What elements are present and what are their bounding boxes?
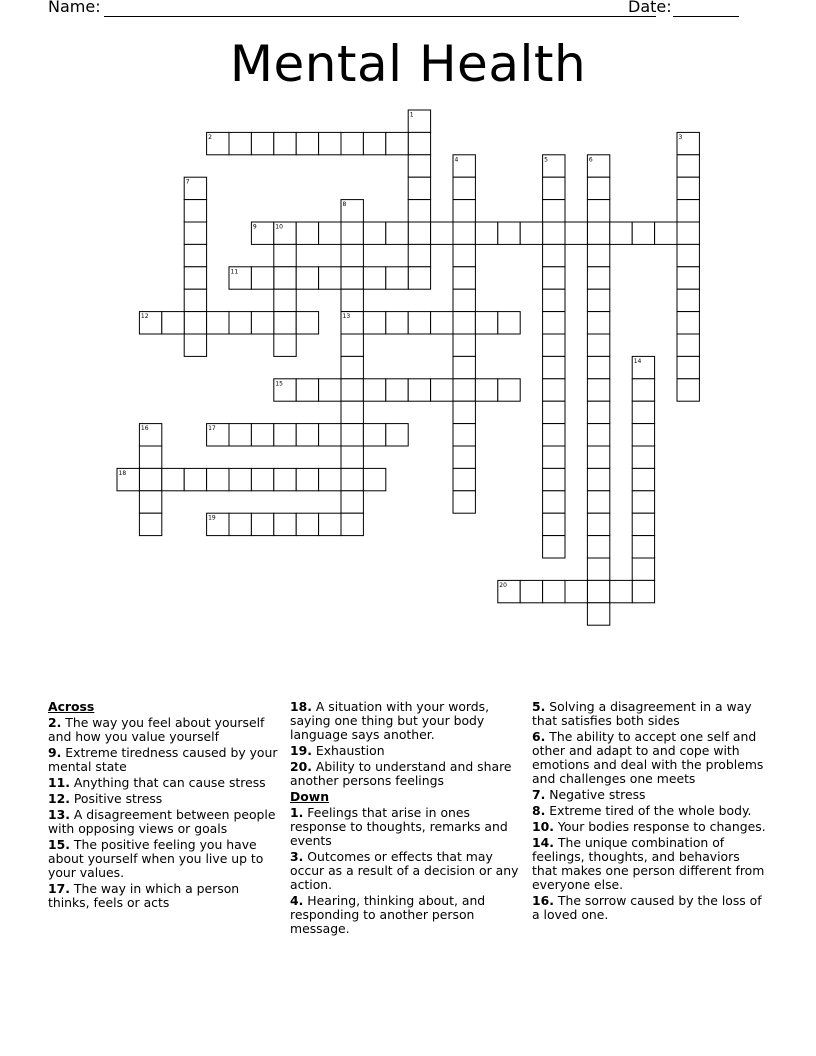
crossword-cell[interactable] (139, 513, 161, 535)
crossword-cell[interactable] (386, 132, 408, 154)
crossword-cell[interactable] (274, 289, 296, 311)
crossword-cell[interactable] (296, 267, 318, 289)
crossword-cell[interactable] (251, 468, 273, 490)
clue-number: 16. (532, 893, 554, 908)
crossword-cell[interactable] (453, 200, 475, 222)
crossword-cell[interactable] (341, 424, 363, 446)
cell-number: 12 (140, 313, 149, 321)
clue-number: 12. (48, 791, 70, 806)
crossword-cell[interactable] (453, 334, 475, 356)
clue-text: The way in which a person thinks, feels or acts (48, 881, 240, 910)
crossword-cell[interactable] (587, 446, 609, 468)
clue-item (290, 806, 524, 848)
clue-item (290, 894, 524, 936)
crossword-cell[interactable] (587, 536, 609, 558)
crossword-cell[interactable] (341, 267, 363, 289)
crossword-cell[interactable] (520, 222, 542, 244)
clue-text: Outcomes or effects that may occur as a result of a decision or any action. (290, 849, 519, 892)
crossword-cell[interactable] (274, 334, 296, 356)
clue-text: A disagreement between people with opposing views or goals (48, 807, 276, 836)
clue-number: 10. (532, 819, 554, 834)
clue-text: Ability to understand and share another persons feelings (290, 759, 512, 788)
crossword-cell[interactable] (632, 379, 654, 401)
crossword-cell[interactable] (453, 401, 475, 423)
crossword-cell[interactable] (677, 222, 699, 244)
clues-column-1 (48, 700, 280, 912)
crossword-cell[interactable] (453, 356, 475, 378)
clue-text: Positive stress (69, 791, 163, 806)
crossword-cell[interactable] (408, 177, 430, 199)
crossword-cell[interactable] (677, 379, 699, 401)
crossword-cell[interactable] (184, 222, 206, 244)
crossword-cell[interactable] (363, 379, 385, 401)
crossword-cell[interactable] (453, 244, 475, 266)
crossword-cell[interactable] (543, 536, 565, 558)
crossword-cell[interactable] (184, 468, 206, 490)
crossword-cell[interactable] (543, 401, 565, 423)
clue-item (48, 882, 280, 910)
crossword-cell[interactable] (543, 468, 565, 490)
crossword-cell[interactable] (453, 379, 475, 401)
cell-number: 14 (633, 357, 642, 365)
crossword-cell[interactable] (341, 334, 363, 356)
crossword-cell[interactable] (498, 312, 520, 334)
crossword-cell[interactable] (543, 267, 565, 289)
clue-item (532, 700, 766, 728)
crossword-cell[interactable] (274, 468, 296, 490)
crossword-cell[interactable] (319, 379, 341, 401)
crossword-cell[interactable] (520, 580, 542, 602)
clue-item (532, 730, 766, 786)
crossword-cell[interactable] (453, 177, 475, 199)
clue-item (48, 776, 280, 790)
cell-number: 18 (118, 469, 127, 477)
crossword-cell[interactable] (587, 244, 609, 266)
crossword-cell[interactable] (296, 132, 318, 154)
crossword-cell[interactable] (632, 401, 654, 423)
crossword-cell[interactable] (655, 222, 677, 244)
crossword-cell[interactable] (251, 132, 273, 154)
clue-item (532, 836, 766, 892)
clue-text: The unique combination of feelings, thoughts, and behaviors that makes one person different from everyone else. (532, 835, 765, 892)
clue-number: 7. (532, 787, 546, 802)
crossword-cell[interactable] (543, 289, 565, 311)
crossword-cell[interactable] (543, 424, 565, 446)
clue-item (532, 820, 766, 834)
clue-item (290, 744, 524, 758)
clue-item (48, 716, 280, 744)
crossword-cell[interactable] (475, 312, 497, 334)
clue-number: 19. (290, 743, 312, 758)
crossword-cell[interactable] (632, 491, 654, 513)
crossword-cell[interactable] (139, 446, 161, 468)
crossword-cell[interactable] (677, 289, 699, 311)
clue-item (48, 838, 280, 880)
crossword-cell[interactable] (543, 379, 565, 401)
cell-number: 11 (230, 268, 239, 276)
clue-text: Solving a disagreement in a way that satisfies both sides (532, 699, 752, 728)
clue-number: 6. (532, 729, 546, 744)
crossword-cell[interactable] (587, 491, 609, 513)
crossword-cell[interactable] (677, 155, 699, 177)
crossword-cell[interactable] (184, 244, 206, 266)
crossword-cell[interactable] (632, 513, 654, 535)
crossword-cell[interactable] (251, 424, 273, 446)
clue-number: 11. (48, 775, 70, 790)
crossword-cell[interactable] (319, 267, 341, 289)
cell-number: 13 (342, 313, 351, 321)
crossword-cell[interactable] (139, 491, 161, 513)
clue-text: Extreme tiredness caused by your mental state (48, 745, 278, 774)
crossword-cell[interactable] (341, 222, 363, 244)
crossword-cell[interactable] (453, 468, 475, 490)
cell-number: 4 (454, 156, 459, 164)
crossword-cell[interactable] (587, 177, 609, 199)
crossword-cell[interactable] (587, 289, 609, 311)
crossword-cell[interactable] (543, 513, 565, 535)
crossword-cell[interactable] (587, 468, 609, 490)
crossword-cell[interactable] (184, 334, 206, 356)
crossword-cell[interactable] (363, 312, 385, 334)
crossword-cell[interactable] (319, 468, 341, 490)
crossword-cell[interactable] (251, 513, 273, 535)
crossword-cell[interactable] (408, 132, 430, 154)
cell-number: 10 (275, 223, 283, 231)
crossword-cell[interactable] (319, 222, 341, 244)
clue-number: 4. (290, 893, 304, 908)
clue-number: 1. (290, 805, 304, 820)
crossword-cell[interactable] (610, 222, 632, 244)
crossword-cell[interactable] (543, 200, 565, 222)
crossword-cell[interactable] (386, 312, 408, 334)
clue-text: The ability to accept one self and other and adapt to and cope with emotions and deal with the problems and challenges one meets (532, 729, 764, 786)
crossword-cell[interactable] (565, 222, 587, 244)
crossword-cell[interactable] (363, 468, 385, 490)
clue-number: 17. (48, 881, 70, 896)
clue-text: Your bodies response to changes. (553, 819, 766, 834)
clue-number: 8. (532, 803, 546, 818)
clue-text: Feelings that arise in ones response to thoughts, remarks and events (290, 805, 508, 848)
crossword-cell[interactable] (408, 200, 430, 222)
cell-number: 2 (208, 133, 212, 141)
crossword-cell[interactable] (632, 468, 654, 490)
crossword-cell[interactable] (274, 513, 296, 535)
crossword-cell[interactable] (677, 244, 699, 266)
crossword-cell[interactable] (386, 424, 408, 446)
date-label: Date: (628, 0, 672, 16)
crossword-cell[interactable] (453, 491, 475, 513)
crossword-cell[interactable] (341, 356, 363, 378)
cell-number: 19 (208, 514, 216, 522)
crossword-cell[interactable] (341, 132, 363, 154)
crossword-cell[interactable] (341, 468, 363, 490)
clue-item (48, 746, 280, 774)
name-label: Name: (48, 0, 101, 16)
cell-number: 7 (185, 178, 190, 186)
crossword-cell[interactable] (431, 222, 453, 244)
crossword-cell[interactable] (229, 513, 251, 535)
crossword-cell[interactable] (498, 222, 520, 244)
crossword-cell[interactable] (274, 244, 296, 266)
crossword-cell[interactable] (475, 379, 497, 401)
crossword-cell[interactable] (632, 446, 654, 468)
crossword-cell[interactable] (453, 424, 475, 446)
crossword-cell[interactable] (296, 424, 318, 446)
crossword-cell[interactable] (587, 558, 609, 580)
crossword-cell[interactable] (587, 267, 609, 289)
clue-item (290, 760, 524, 788)
crossword-cell[interactable] (587, 356, 609, 378)
crossword-cell[interactable] (296, 312, 318, 334)
crossword-cell[interactable] (341, 446, 363, 468)
crossword-cell[interactable] (677, 267, 699, 289)
crossword-cell[interactable] (677, 356, 699, 378)
crossword-cell[interactable] (341, 289, 363, 311)
crossword-cell[interactable] (543, 177, 565, 199)
clue-text: A situation with your words, saying one thing but your body language says another. (290, 699, 490, 742)
crossword-cell[interactable] (431, 379, 453, 401)
crossword-cell[interactable] (677, 312, 699, 334)
cell-number: 16 (140, 425, 149, 433)
crossword-cell[interactable] (319, 424, 341, 446)
crossword-cell[interactable] (319, 132, 341, 154)
crossword-cell[interactable] (587, 334, 609, 356)
down-heading: Down (290, 789, 330, 804)
crossword-cell[interactable] (408, 267, 430, 289)
crossword-cell[interactable] (296, 513, 318, 535)
cell-number: 5 (544, 156, 548, 164)
crossword-cell[interactable] (274, 424, 296, 446)
crossword-cell[interactable] (408, 379, 430, 401)
crossword-cell[interactable] (207, 312, 229, 334)
crossword-cell[interactable] (184, 289, 206, 311)
clue-number: 9. (48, 745, 62, 760)
crossword-cell[interactable] (453, 289, 475, 311)
clue-text: The positive feeling you have about yourself when you live up to your values. (48, 837, 264, 880)
crossword-cell[interactable] (341, 379, 363, 401)
crossword-cell[interactable] (587, 603, 609, 625)
crossword-cell[interactable] (162, 468, 184, 490)
crossword-cell[interactable] (587, 513, 609, 535)
clue-text: Exhaustion (311, 743, 385, 758)
crossword-cell[interactable] (565, 580, 587, 602)
crossword-cell[interactable] (453, 446, 475, 468)
clue-number: 20. (290, 759, 312, 774)
crossword-cell[interactable] (632, 222, 654, 244)
page-title: Mental Health (229, 35, 587, 93)
cell-number: 9 (252, 223, 257, 231)
crossword-cell[interactable] (431, 312, 453, 334)
clue-text: The way you feel about yourself and how you value yourself (48, 715, 265, 744)
crossword-cell[interactable] (296, 468, 318, 490)
crossword-cell[interactable] (296, 379, 318, 401)
crossword-cell[interactable] (587, 312, 609, 334)
crossword-cell[interactable] (184, 200, 206, 222)
crossword-cell[interactable] (587, 200, 609, 222)
crossword-cell[interactable] (274, 132, 296, 154)
crossword-cell[interactable] (408, 244, 430, 266)
crossword-cell[interactable] (363, 132, 385, 154)
crossword-cell[interactable] (184, 267, 206, 289)
crossword-cell[interactable] (453, 267, 475, 289)
crossword-cell[interactable] (296, 222, 318, 244)
clue-number: 15. (48, 837, 70, 852)
crossword-cell[interactable] (543, 222, 565, 244)
crossword-cell[interactable] (543, 491, 565, 513)
crossword-cell[interactable] (251, 267, 273, 289)
crossword-cell[interactable] (610, 580, 632, 602)
cell-number: 20 (499, 581, 507, 589)
crossword-cell[interactable] (363, 222, 385, 244)
crossword-cell[interactable] (229, 424, 251, 446)
crossword-cell[interactable] (363, 424, 385, 446)
clue-number: 13. (48, 807, 70, 822)
crossword-cell[interactable] (543, 312, 565, 334)
crossword-cell[interactable] (632, 424, 654, 446)
crossword-cell[interactable] (251, 312, 273, 334)
crossword-cell[interactable] (587, 379, 609, 401)
crossword-cell[interactable] (319, 513, 341, 535)
crossword-cell[interactable] (632, 558, 654, 580)
crossword-cell[interactable] (587, 401, 609, 423)
crossword-cell[interactable] (207, 468, 229, 490)
crossword-cell[interactable] (229, 132, 251, 154)
crossword-cell[interactable] (363, 267, 385, 289)
crossword-cell[interactable] (229, 312, 251, 334)
crossword-cell[interactable] (543, 334, 565, 356)
crossword-cell[interactable] (632, 580, 654, 602)
clue-number: 3. (290, 849, 304, 864)
crossword-cell[interactable] (386, 267, 408, 289)
crossword-cell[interactable] (543, 244, 565, 266)
cell-number: 15 (275, 380, 283, 388)
clue-number: 18. (290, 699, 312, 714)
clues-column-2 (290, 700, 524, 938)
clue-item (290, 700, 524, 742)
crossword-cell[interactable] (677, 200, 699, 222)
crossword-cell[interactable] (632, 536, 654, 558)
cell-number: 1 (409, 111, 414, 119)
crossword-cell[interactable] (341, 401, 363, 423)
clue-item (532, 788, 766, 802)
cell-number: 6 (588, 156, 593, 164)
clue-item (48, 808, 280, 836)
crossword-cell[interactable] (408, 155, 430, 177)
crossword-cell[interactable] (341, 491, 363, 513)
clue-number: 14. (532, 835, 554, 850)
cell-number: 17 (208, 425, 216, 433)
clue-text: The sorrow caused by the loss of a loved one. (532, 893, 762, 922)
crossword-cell[interactable] (543, 356, 565, 378)
crossword-cell[interactable] (453, 222, 475, 244)
clue-number: 5. (532, 699, 546, 714)
clue-number: 2. (48, 715, 62, 730)
crossword-cell[interactable] (453, 312, 475, 334)
clue-text: Negative stress (545, 787, 646, 802)
crossword-cell[interactable] (408, 312, 430, 334)
clue-text: Anything that can cause stress (69, 775, 266, 790)
crossword-cell[interactable] (587, 580, 609, 602)
crossword-cell[interactable] (184, 312, 206, 334)
crossword-cell[interactable] (139, 468, 161, 490)
crossword-cell[interactable] (386, 379, 408, 401)
crossword-cell[interactable] (341, 244, 363, 266)
crossword-cell[interactable] (677, 334, 699, 356)
clue-item (290, 850, 524, 892)
crossword-cell[interactable] (677, 177, 699, 199)
cell-number: 3 (678, 133, 683, 141)
crossword-cell[interactable] (229, 468, 251, 490)
across-heading: Across (48, 699, 95, 714)
crossword-cell[interactable] (408, 222, 430, 244)
crossword-cell[interactable] (475, 222, 497, 244)
crossword-cell[interactable] (543, 446, 565, 468)
crossword-cell[interactable] (543, 580, 565, 602)
crossword-cell[interactable] (587, 222, 609, 244)
crossword-cell[interactable] (162, 312, 184, 334)
clue-text: Hearing, thinking about, and responding to another person message. (290, 893, 486, 936)
crossword-cell[interactable] (498, 379, 520, 401)
crossword-cell[interactable] (587, 424, 609, 446)
crossword-cell[interactable] (274, 267, 296, 289)
clue-item (532, 804, 766, 818)
crossword-cell[interactable] (386, 222, 408, 244)
clues-column-3 (532, 700, 766, 924)
crossword-cell[interactable] (274, 312, 296, 334)
clue-text: Extreme tired of the whole body. (545, 803, 752, 818)
clue-item (48, 792, 280, 806)
clue-item (532, 894, 766, 922)
cell-number: 8 (342, 201, 347, 209)
crossword-cell[interactable] (341, 513, 363, 535)
